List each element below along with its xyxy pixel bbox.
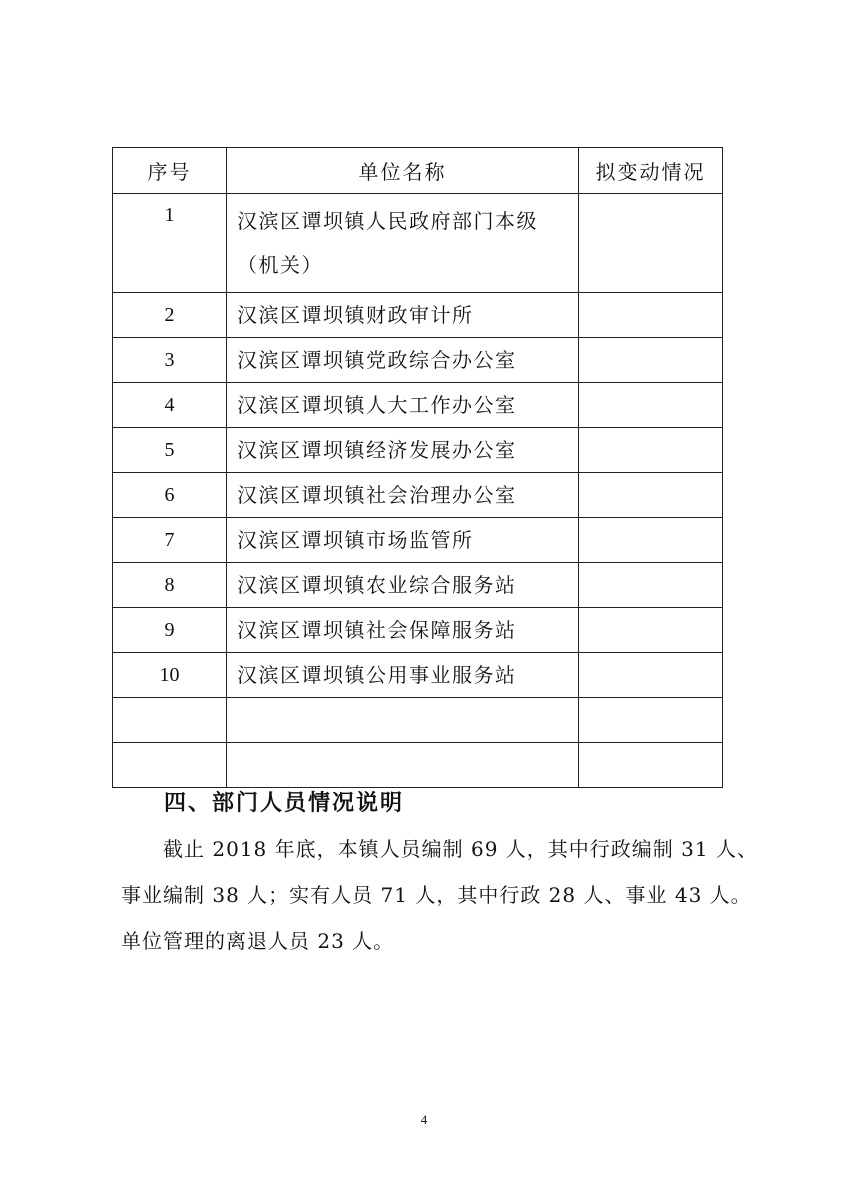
table-row: [113, 293, 723, 338]
row-planned-change: [579, 743, 723, 788]
row-planned-change: [579, 293, 723, 338]
row-unit-name: 汉滨区谭坝镇经济发展办公室: [227, 428, 579, 473]
row-serial-number: 6: [113, 473, 227, 518]
row-unit-name-line1: 汉滨区谭坝镇人民政府部门本级: [237, 209, 538, 233]
row-serial-number: 4: [113, 383, 227, 428]
row-planned-change: [579, 383, 723, 428]
header-unit-name: 单位名称: [227, 148, 579, 194]
row-planned-change: [579, 338, 723, 383]
row-unit-name: 汉滨区谭坝镇人大工作办公室: [227, 383, 579, 428]
row-planned-change: [579, 428, 723, 473]
row-unit-name: [227, 743, 579, 788]
table-row: [113, 194, 723, 293]
row-serial-number: [113, 698, 227, 743]
paragraph-line: 事业编制 38 人；实有人员 71 人，其中行政 28 人、事业 43 人。: [121, 883, 752, 907]
row-serial-number: 9: [113, 608, 227, 653]
table-row-empty: [113, 743, 723, 788]
row-unit-name: 汉滨区谭坝镇公用事业服务站: [227, 653, 579, 698]
row-serial-number: 2: [113, 293, 227, 338]
table-row: [113, 338, 723, 383]
row-serial-number: 10: [113, 653, 227, 698]
row-unit-name: 汉滨区谭坝镇农业综合服务站: [227, 563, 579, 608]
page-number: 4: [420, 1112, 428, 1127]
row-serial-number: [113, 743, 227, 788]
header-planned-change: 拟变动情况: [579, 148, 723, 194]
table-row: [113, 563, 723, 608]
table-row: [113, 608, 723, 653]
row-unit-name-line2: （机关）: [237, 253, 323, 277]
row-serial-number: 8: [113, 563, 227, 608]
table-row: [113, 383, 723, 428]
paragraph-line: 单位管理的离退人员 23 人。: [121, 929, 395, 953]
unit-table: [112, 147, 723, 788]
row-unit-name: 汉滨区谭坝镇财政审计所: [227, 293, 579, 338]
row-planned-change: [579, 608, 723, 653]
row-planned-change: [579, 563, 723, 608]
row-planned-change: [579, 518, 723, 563]
table-row-empty: [113, 698, 723, 743]
paragraph-line: 截止 2018 年底，本镇人员编制 69 人，其中行政编制 31 人、: [163, 837, 758, 861]
row-serial-number: 3: [113, 338, 227, 383]
row-planned-change: [579, 698, 723, 743]
row-unit-name: 汉滨区谭坝镇党政综合办公室: [227, 338, 579, 383]
table-row: [113, 428, 723, 473]
row-unit-name: 汉滨区谭坝镇社会保障服务站: [227, 608, 579, 653]
row-unit-name: 汉滨区谭坝镇社会治理办公室: [227, 473, 579, 518]
table-row: [113, 473, 723, 518]
header-serial-number: 序号: [113, 148, 227, 194]
section-heading: 四、部门人员情况说明: [164, 790, 405, 816]
row-planned-change: [579, 194, 723, 293]
row-unit-name: 汉滨区谭坝镇市场监管所: [227, 518, 579, 563]
table-row: [113, 518, 723, 563]
table-header-row: [113, 148, 723, 194]
row-serial-number: 5: [113, 428, 227, 473]
row-unit-name: [227, 194, 579, 293]
row-serial-number: 7: [113, 518, 227, 563]
staffing-paragraph: [121, 826, 761, 964]
row-serial-number: 1: [113, 194, 227, 293]
row-planned-change: [579, 473, 723, 518]
table-row: [113, 653, 723, 698]
row-unit-name: [227, 698, 579, 743]
row-planned-change: [579, 653, 723, 698]
